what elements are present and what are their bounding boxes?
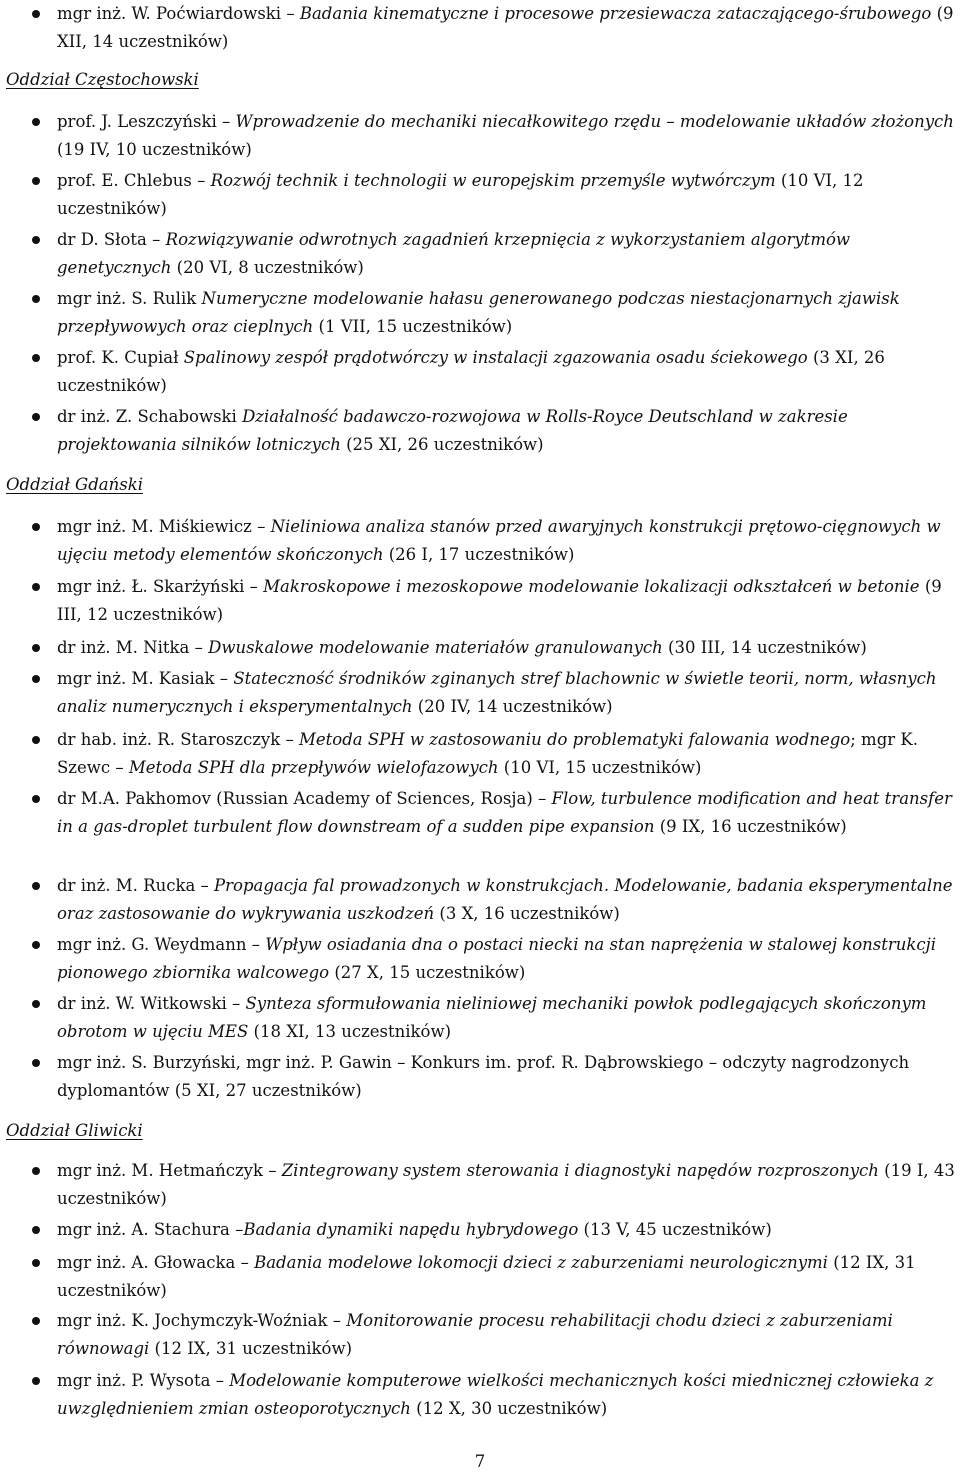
entry-title: Dwuskalowe modelowanie materiałów granulowanych: [208, 638, 663, 657]
list-item: [57, 1049, 957, 1105]
list-item: mgr inż. M. Hetmańczyk – Zintegrowany system sterowania i diagnostyki napędów rozproszonych (19 I, 43 uczestników): [57, 1157, 957, 1213]
entry-details: (9 III, 12 uczestników): [57, 577, 942, 624]
entry-author: dr inż. W. Witkowski: [57, 994, 227, 1013]
list-item: dr inż. M. Rucka – Propagacja fal prowadzonych w konstrukcjach. Modelowanie, badania eksperymentalne oraz zastosowanie do wykrywania uszkodzeń (3 X, 16 uczestników): [57, 872, 957, 928]
entry-details: (27 X, 15 uczestników): [329, 963, 526, 982]
entry-author: dr M.A. Pakhomov (Russian Academy of Sciences, Rosja): [57, 789, 533, 808]
entry-author: prof. K. Cupiał: [57, 348, 179, 367]
entry-details: (12 IX, 31 uczestników): [149, 1339, 353, 1358]
entry-title: Działalność badawczo-rozwojowa w Rolls-Royce Deutschland w zakresie projektowania silników lotniczych: [57, 407, 848, 454]
entry-details: (9 XII, 14 uczestników): [57, 4, 954, 51]
entry-title: Badania kinematyczne i procesowe przesiewacza zataczającego-śrubowego: [299, 4, 932, 23]
entry-author: mgr inż. A. Stachura: [57, 1220, 230, 1239]
entry-details: (12 X, 30 uczestników): [410, 1399, 608, 1418]
entry-author: dr inż. M. Rucka: [57, 876, 196, 895]
entry-title: Stateczność środników zginanych stref blachownic w świetle teorii, norm, własnych analiz numerycznych i eksperymentalnych: [57, 669, 937, 716]
entry-title: Wprowadzenie do mechaniki niecałkowitego rzędu – modelowanie układów złożonych: [235, 112, 954, 131]
list-item: [57, 403, 957, 459]
list-item: mgr inż. M. Miśkiewicz – Nieliniowa analiza stanów przed awaryjnych konstrukcji prętowo-cięgnowych w ujęciu metody elementów skończonych (26 I, 17 uczestników): [57, 513, 957, 569]
entry-author: mgr inż. A. Głowacka: [57, 1253, 236, 1272]
list-item: mgr inż. P. Wysota – Modelowanie komputerowe wielkości mechanicznych kości miednicznej człowieka z uwzględnieniem zmian osteoporotycznych (12 X, 30 uczestników): [57, 1367, 957, 1423]
entry-details: ; mgr K. Szewc –: [57, 730, 918, 777]
entry-details: (12 IX, 31 uczestników): [57, 1253, 916, 1300]
list-item: prof. J. Leszczyński – Wprowadzenie do mechaniki niecałkowitego rzędu – modelowanie układów złożonych (19 IV, 10 uczestników): [57, 108, 957, 164]
list-item: dr M.A. Pakhomov (Russian Academy of Sciences, Rosja) – Flow, turbulence modification and heat transfer in a gas-droplet turbulent flow downstream of a sudden pipe expansion (9 IX, 16 uczestników): [57, 785, 957, 841]
entry-title: Badania modelowe lokomocji dzieci z zaburzeniami neurologicznymi: [254, 1253, 828, 1272]
entry-details: (1 VII, 15 uczestników): [313, 317, 513, 336]
entry-details: (20 IV, 14 uczestników): [412, 697, 613, 716]
entry-author: dr D. Słota: [57, 230, 147, 249]
entry-details: (18 XI, 13 uczestników): [248, 1022, 452, 1041]
entry-details: (13 V, 45 uczestników): [578, 1220, 772, 1239]
entry-author: dr inż. Z. Schabowski: [57, 407, 237, 426]
entry-title: Monitorowanie procesu rehabilitacji chodu dzieci z zaburzeniami równowagi: [57, 1311, 893, 1358]
list-item: dr inż. W. Witkowski – Synteza sformułowania nieliniowej mechaniki powłok podlegających skończonym obrotom w ujęciu MES (18 XI, 13 uczestników): [57, 990, 957, 1046]
page-number: 7: [474, 1452, 486, 1471]
entry-details: (19 I, 43 uczestników): [57, 1161, 955, 1208]
list-item: mgr inż. A. Stachura –Badania dynamiki napędu hybrydowego (13 V, 45 uczestników): [57, 1216, 957, 1244]
entry-details: (26 I, 17 uczestników): [383, 545, 575, 564]
entry-title: Badania dynamiki napędu hybrydowego: [243, 1220, 579, 1239]
list-item: mgr inż. W. Poćwiardowski – Badania kinematyczne i procesowe przesiewacza zataczającego-śrubowego (9 XII, 14 uczestników): [57, 0, 957, 56]
section-heading: Oddział Gdański: [6, 475, 144, 494]
entry-details: (30 III, 14 uczestników): [662, 638, 867, 657]
entry-title: Rozwój technik i technologii w europejskim przemyśle wytwórczym: [210, 171, 776, 190]
entry-author: mgr inż. M. Kasiak: [57, 669, 215, 688]
entry-title: Nieliniowa analiza stanów przed awaryjnych konstrukcji prętowo-cięgnowych w ujęciu metody elementów skończonych: [57, 517, 941, 564]
entry-title: Modelowanie komputerowe wielkości mechanicznych kości miednicznej człowieka z uwzględnieniem zmian osteoporotycznych: [57, 1371, 934, 1418]
list-item: mgr inż. G. Weydmann – Wpływ osiadania dna o postaci niecki na stan naprężenia w stalowej konstrukcji pionowego zbiornika walcowego (27 X, 15 uczestników): [57, 931, 957, 987]
list-item: [57, 285, 957, 341]
list-item: mgr inż. A. Głowacka – Badania modelowe lokomocji dzieci z zaburzeniami neurologicznymi (12 IX, 31 uczestników): [57, 1249, 957, 1305]
entry-title: Synteza sformułowania nieliniowej mechaniki powłok podlegających skończonym obrotom w ujęciu MES: [57, 994, 927, 1041]
entry-title: Metoda SPH w zastosowaniu do problematyki falowania wodnego: [298, 730, 851, 749]
entry-title: Makroskopowe i mezoskopowe modelowanie lokalizacji odkształceń w betonie: [263, 577, 920, 596]
entry-details: (20 VI, 8 uczestników): [171, 258, 364, 277]
entry-author: prof. J. Leszczyński: [57, 112, 217, 131]
section-heading: Oddział Gliwicki: [6, 1121, 143, 1140]
list-item: mgr inż. K. Jochymczyk-Woźniak – Monitorowanie procesu rehabilitacji chodu dzieci z zaburzeniami równowagi (12 IX, 31 uczestników): [57, 1307, 957, 1363]
entry-title: Zintegrowany system sterowania i diagnostyki napędów rozproszonych: [281, 1161, 879, 1180]
entry-author: mgr inż. P. Wysota: [57, 1371, 211, 1390]
entry-author: mgr inż. W. Poćwiardowski: [57, 4, 282, 23]
entry-title: Rozwiązywanie odwrotnych zagadnień krzepnięcia z wykorzystaniem algorytmów genetycznych: [57, 230, 851, 277]
entry-details-2: (10 VI, 15 uczestników): [498, 758, 702, 777]
list-item: dr inż. M. Nitka – Dwuskalowe modelowanie materiałów granulowanych (30 III, 14 uczestników): [57, 634, 957, 662]
entry-details: (3 XI, 26 uczestników): [57, 348, 885, 395]
entry-author: mgr inż. M. Hetmańczyk: [57, 1161, 263, 1180]
entry-author: mgr inż. M. Miśkiewicz: [57, 517, 252, 536]
entry-details: (19 IV, 10 uczestników): [57, 140, 252, 159]
entry-title-2: Metoda SPH dla przepływów wielofazowych: [128, 758, 499, 777]
entry-author: mgr inż. G. Weydmann: [57, 935, 247, 954]
list-item: [57, 344, 957, 400]
entry-author: mgr inż. S. Rulik: [57, 289, 197, 308]
entry-details: (10 VI, 12 uczestników): [57, 171, 864, 218]
entry-author: mgr inż. K. Jochymczyk-Woźniak: [57, 1311, 328, 1330]
list-item: dr D. Słota – Rozwiązywanie odwrotnych zagadnień krzepnięcia z wykorzystaniem algorytmów genetycznych (20 VI, 8 uczestników): [57, 226, 957, 282]
entry-title: Wpływ osiadania dna o postaci niecki na stan naprężenia w stalowej konstrukcji pionowego zbiornika walcowego: [57, 935, 937, 982]
entry-title: Flow, turbulence modification and heat transfer in a gas-droplet turbulent flow downstream of a sudden pipe expansion: [57, 789, 952, 836]
list-item: mgr inż. Ł. Skarżyński – Makroskopowe i mezoskopowe modelowanie lokalizacji odkształceń w betonie (9 III, 12 uczestników): [57, 573, 957, 629]
entry-author: prof. E. Chlebus: [57, 171, 192, 190]
entry-details: (9 IX, 16 uczestników): [654, 817, 847, 836]
section-heading: Oddział Częstochowski: [6, 70, 199, 89]
list-item: dr hab. inż. R. Staroszczyk – Metoda SPH w zastosowaniu do problematyki falowania wodnego; mgr K. Szewc – Metoda SPH dla przepływów wielofazowych (10 VI, 15 uczestników): [57, 726, 957, 782]
entry-author: mgr inż. S. Burzyński, mgr inż. P. Gawin – Konkurs im. prof. R. Dąbrowskiego – odczyty nagrodzonych dyplomantów (5 XI, 27 uczestników): [57, 1053, 910, 1100]
entry-title: Spalinowy zespół prądotwórczy w instalacji zgazowania osadu ściekowego: [183, 348, 808, 367]
list-item: mgr inż. M. Kasiak – Stateczność środników zginanych stref blachownic w świetle teorii, norm, własnych analiz numerycznych i eksperymentalnych (20 IV, 14 uczestników): [57, 665, 957, 721]
list-item: prof. E. Chlebus – Rozwój technik i technologii w europejskim przemyśle wytwórczym (10 VI, 12 uczestników): [57, 167, 957, 223]
entry-author: mgr inż. Ł. Skarżyński: [57, 577, 245, 596]
entry-details: (3 X, 16 uczestników): [434, 904, 620, 923]
entry-author: dr inż. M. Nitka: [57, 638, 190, 657]
entry-title: Numeryczne modelowanie hałasu generowanego podczas niestacjonarnych zjawisk przepływowych oraz cieplnych: [57, 289, 900, 336]
entry-author: dr hab. inż. R. Staroszczyk: [57, 730, 281, 749]
entry-details: (25 XI, 26 uczestników): [340, 435, 544, 454]
entry-title: Propagacja fal prowadzonych w konstrukcjach. Modelowanie, badania eksperymentalne oraz zastosowanie do wykrywania uszkodzeń: [57, 876, 953, 923]
